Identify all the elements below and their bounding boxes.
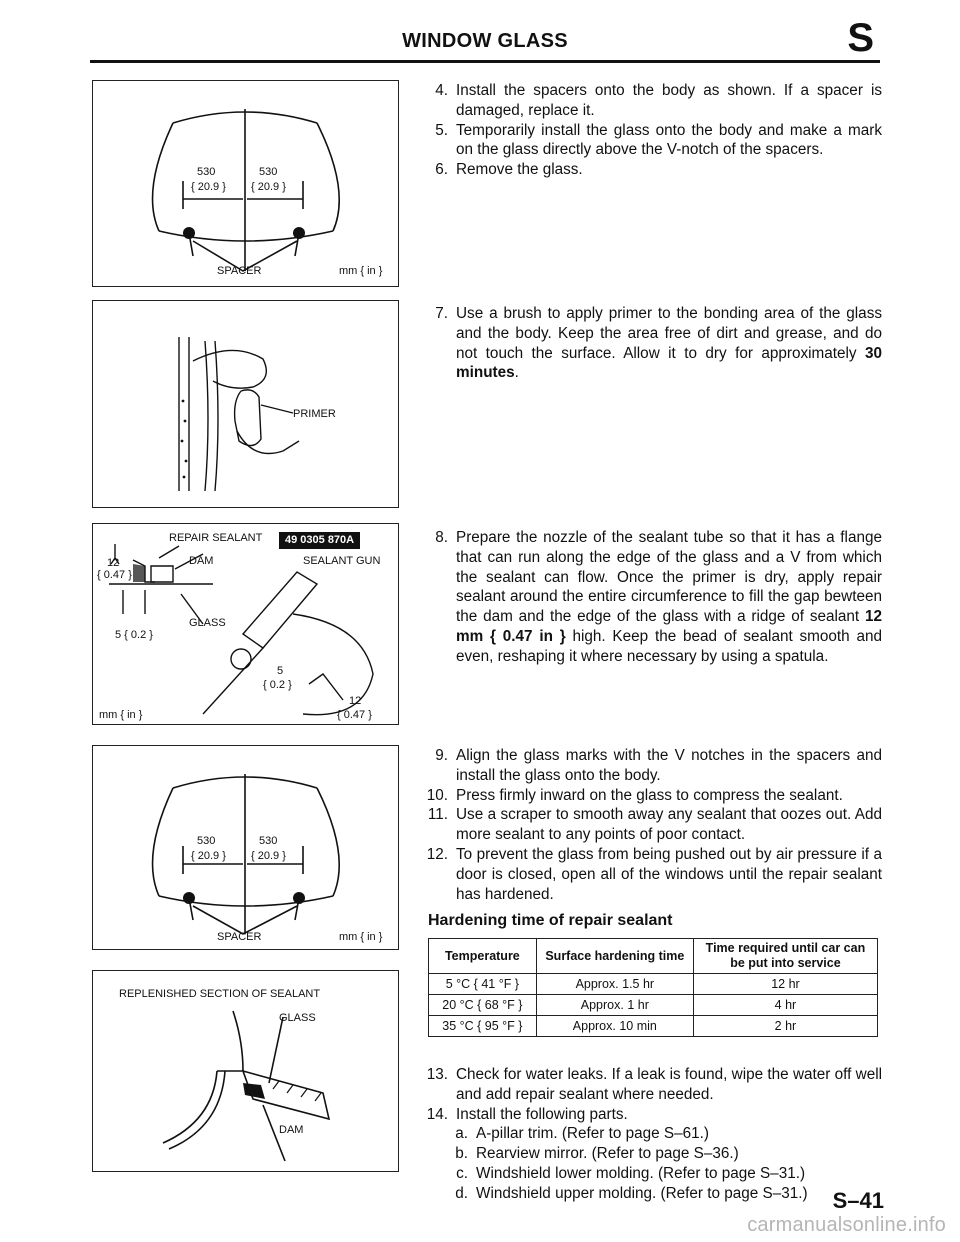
cell-temperature: 35 °C { 95 °F } [429, 1016, 537, 1037]
table-header-row [429, 939, 878, 974]
cell-surface-hardening: Approx. 10 min [536, 1016, 693, 1037]
cell-temperature: 5 °C { 41 °F } [429, 974, 537, 995]
step-13 [412, 1065, 882, 1105]
steps-group-spacers [412, 81, 882, 180]
step-5 [412, 121, 882, 161]
dim-5b-in: { 0.2 } [263, 679, 292, 691]
step-text: Use a scraper to smooth away any sealant that oozes out. Add more sealant to any points of poor contact. [456, 806, 882, 844]
part-number-badge: 49 0305 870A [279, 532, 360, 549]
cell-surface-hardening: Approx. 1 hr [536, 995, 693, 1016]
step-8 [412, 528, 882, 667]
dim-right-mm: 530 [259, 835, 278, 847]
step-number: 5. [435, 121, 448, 139]
sub-step-text: A-pillar trim. (Refer to page S–61.) [476, 1125, 709, 1143]
hardening-time-table [428, 938, 878, 1037]
step-text-end: . [514, 364, 519, 382]
step-text: Use a brush to apply primer to the bonding area of the glass and the body. Keep the area free of dirt and grease, and do not touch the surface. Allow it to dry for approximately [456, 305, 882, 362]
step-number: 11. [427, 806, 448, 824]
sub-step-letter: b. [455, 1145, 468, 1163]
step-7 [412, 304, 882, 383]
cell-temperature: 20 °C { 68 °F } [429, 995, 537, 1016]
sub-step-letter: c. [456, 1164, 468, 1182]
step-9 [412, 746, 882, 786]
table-row [429, 1016, 878, 1037]
sub-step-c [412, 1164, 882, 1184]
units-label: mm { in } [339, 265, 383, 277]
primer-label: PRIMER [293, 408, 336, 420]
step-11 [412, 805, 882, 845]
column-header-surface-hardening: Surface hardening time [536, 939, 693, 974]
dam-label: DAM [189, 555, 214, 567]
step-text: Check for water leaks. If a leak is found, wipe the water off well and add repair sealant where needed. [456, 1066, 882, 1103]
replenished-section-label: REPLENISHED SECTION OF SEALANT [119, 988, 321, 1000]
watermark: carmanualsonline.info [747, 1214, 946, 1236]
step-number: 4. [435, 82, 448, 99]
section-letter: S [847, 16, 874, 60]
figure-spacer-position-1 [92, 80, 399, 287]
dim-12b-mm: 12 [349, 695, 362, 707]
step-text: Align the glass marks with the V notches in the spacers and install the glass onto the body. [456, 747, 882, 784]
dim-right-in: { 20.9 } [251, 181, 286, 193]
sub-step-text: Windshield lower molding. (Refer to page S–31.) [476, 1164, 806, 1182]
figure-sealant-application [92, 523, 399, 725]
windshield-diagram [93, 81, 398, 286]
column-header-temperature: Temperature [429, 939, 537, 974]
steps-group-sealant [412, 528, 882, 667]
table-row [429, 995, 878, 1016]
figure-spacer-position-2 [92, 745, 399, 950]
header-rule [90, 60, 880, 63]
windshield-diagram [93, 746, 398, 949]
step-text: Press firmly inward on the glass to compress the sealant. [456, 786, 843, 804]
sub-step-letter: d. [455, 1184, 468, 1202]
dim-12b-in: { 0.47 } [337, 709, 372, 721]
sub-step-a [412, 1124, 882, 1144]
sub-step-letter: a. [455, 1125, 468, 1143]
units-label: mm { in } [339, 931, 383, 943]
dim-5b-mm: 5 [277, 665, 284, 677]
page-header [90, 16, 880, 62]
page-number: S–41 [832, 1188, 884, 1213]
step-text: Prepare the nozzle of the sealant tube so that it has a flange that can run along the edge of the glass and a V from which the sealant can flow. Once the primer is dry, apply repair sealant around the entire circumference to fill the gap bewteen the dam and the edge of the glass with a ridge of sealant [456, 529, 882, 626]
units-label: mm { in } [99, 709, 143, 721]
spacer-label: SPACER [217, 931, 262, 943]
step-number: 12. [426, 845, 448, 863]
step-14 [412, 1105, 882, 1125]
step-text: Install the spacers onto the body as shown. If a spacer is damaged, replace it. [456, 82, 882, 119]
dam-label: DAM [279, 1124, 304, 1136]
table-title: Hardening time of repair sealant [428, 912, 673, 929]
dim-right-mm: 530 [259, 166, 278, 178]
sub-step-b [412, 1144, 882, 1164]
spacer-label: SPACER [217, 265, 262, 277]
sealant-gun-label: SEALANT GUN [303, 555, 381, 567]
dim-left-in: { 20.9 } [191, 850, 226, 862]
step-number: 8. [435, 529, 448, 546]
primer-diagram [93, 301, 398, 507]
dim-12-mm: 12 [107, 557, 120, 569]
step-12 [412, 845, 882, 904]
step-number: 9. [435, 747, 448, 764]
step-number: 7. [435, 305, 448, 322]
sealant-diagram [93, 524, 398, 724]
step-10 [412, 786, 882, 806]
step-number: 13. [426, 1066, 448, 1083]
repair-sealant-label: REPAIR SEALANT [169, 532, 263, 544]
sub-step-text: Rearview mirror. (Refer to page S–36.) [476, 1145, 739, 1163]
cell-surface-hardening: Approx. 1.5 hr [536, 974, 693, 995]
figure-replenished-sealant [92, 970, 399, 1172]
cell-service-time: 4 hr [693, 995, 877, 1016]
steps-group-install [412, 746, 882, 904]
table-row [429, 974, 878, 995]
step-6 [412, 160, 882, 180]
step-number: 10. [426, 786, 448, 804]
steps-group-primer [412, 304, 882, 383]
glass-label: GLASS [279, 1012, 316, 1024]
step-text-end: high. Keep the bead of sealant smooth and even, reshaping it where necessary by using a spatula. [456, 627, 882, 665]
dim-left-mm: 530 [197, 835, 216, 847]
sub-step-text: Windshield upper molding. (Refer to page S–31.) [476, 1184, 808, 1202]
step-number: 6. [435, 161, 448, 179]
step-emphasis: 12 mm { 0.47 in } [456, 608, 882, 645]
dim-5: 5 { 0.2 } [115, 629, 153, 641]
cell-service-time: 12 hr [693, 974, 877, 995]
dim-12-in: { 0.47 } [97, 569, 132, 581]
step-text: Install the following parts. [456, 1105, 628, 1123]
step-text: Remove the glass. [456, 161, 583, 179]
page-title: WINDOW GLASS [402, 30, 568, 52]
glass-label: GLASS [189, 617, 226, 629]
dim-right-in: { 20.9 } [251, 850, 286, 862]
cell-service-time: 2 hr [693, 1016, 877, 1037]
step-number: 14. [426, 1105, 448, 1123]
step-text: To prevent the glass from being pushed out by air pressure if a door is closed, open all of the windows until the repair sealant has hardened. [456, 845, 882, 903]
dim-left-mm: 530 [197, 166, 216, 178]
steps-group-finish [412, 1065, 882, 1204]
sub-step-d [412, 1184, 882, 1204]
replenished-sealant-diagram [93, 971, 398, 1171]
dim-left-in: { 20.9 } [191, 181, 226, 193]
step-text: Temporarily install the glass onto the body and make a mark on the glass directly above the V-notch of the spacers. [456, 121, 882, 159]
step-4 [412, 81, 882, 121]
step-emphasis: 30 minutes [456, 344, 882, 382]
figure-primer [92, 300, 399, 508]
column-header-service-time: Time required until car can be put into service [693, 939, 877, 974]
